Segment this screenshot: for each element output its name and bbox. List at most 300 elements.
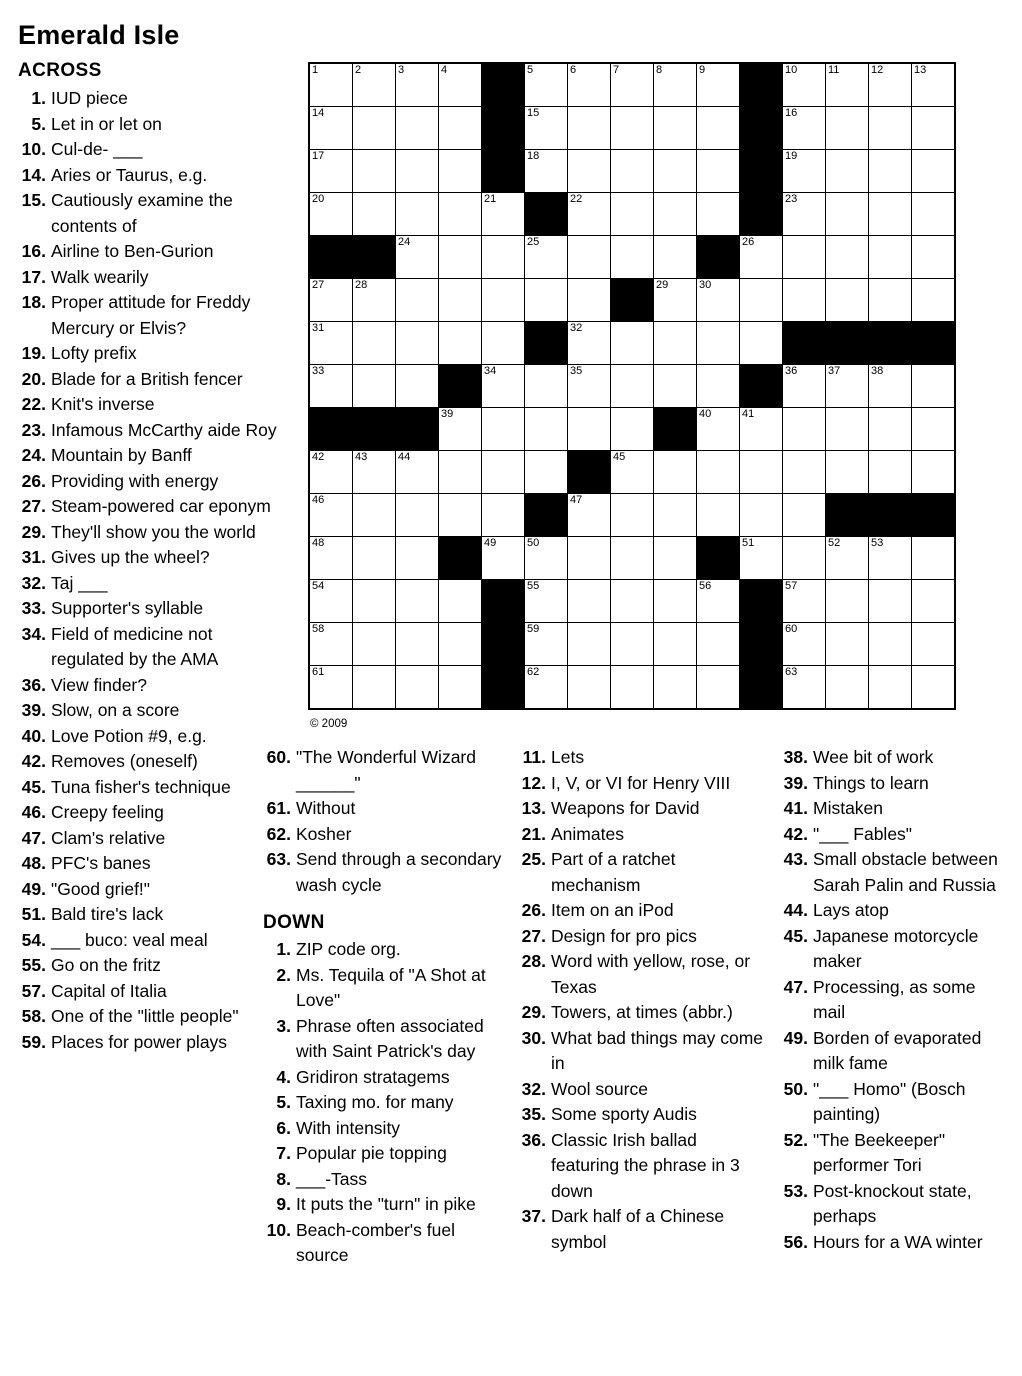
grid-cell[interactable] [611, 236, 654, 279]
grid-cell[interactable] [912, 107, 956, 150]
grid-block-cell [912, 322, 956, 365]
grid-cell[interactable] [309, 365, 353, 408]
grid-cell[interactable] [654, 193, 697, 236]
grid-cell[interactable] [869, 580, 912, 623]
clue-item [18, 367, 286, 393]
grid-cell[interactable] [525, 623, 568, 666]
clue-text: IUD piece [51, 88, 128, 108]
grid-cell[interactable] [654, 279, 697, 322]
grid-block-cell [482, 623, 525, 666]
grid-cell-number: 26 [742, 236, 755, 248]
clue-text: One of the "little people" [51, 1006, 239, 1026]
grid-cell[interactable] [783, 666, 826, 710]
grid-cell[interactable] [611, 537, 654, 580]
grid-cell[interactable] [568, 322, 611, 365]
grid-cell[interactable] [869, 537, 912, 580]
grid-cell[interactable] [439, 107, 482, 150]
grid-cell[interactable] [654, 236, 697, 279]
grid-cell[interactable] [611, 494, 654, 537]
grid-cell[interactable] [654, 150, 697, 193]
grid-cell[interactable] [826, 107, 869, 150]
grid-cell[interactable] [525, 408, 568, 451]
grid-cell[interactable] [568, 107, 611, 150]
grid-cell[interactable] [439, 279, 482, 322]
grid-cell[interactable] [783, 623, 826, 666]
grid-cell[interactable] [654, 322, 697, 365]
grid-cell[interactable] [396, 193, 439, 236]
grid-row [309, 365, 955, 408]
clue-item [18, 1030, 286, 1056]
clue-item [18, 163, 286, 189]
grid-cell-number: 51 [742, 537, 755, 549]
grid-block-cell [869, 322, 912, 365]
grid-cell[interactable] [611, 580, 654, 623]
clue-text: "The Wonderful Wizard ______" [296, 747, 476, 793]
grid-cell[interactable] [697, 193, 740, 236]
clue-number: 6. [276, 1117, 291, 1138]
clue-number: 36. [521, 1129, 546, 1150]
grid-cell[interactable] [439, 408, 482, 451]
grid-cell[interactable] [611, 408, 654, 451]
grid-cell[interactable] [309, 580, 353, 623]
grid-cell[interactable] [869, 365, 912, 408]
grid-cell[interactable] [439, 322, 482, 365]
grid-cell[interactable] [353, 63, 396, 107]
grid-cell[interactable] [826, 451, 869, 494]
clue-text: Gridiron stratagems [296, 1066, 450, 1087]
grid-cell[interactable] [568, 63, 611, 107]
grid-cell[interactable] [396, 537, 439, 580]
grid-cell[interactable] [654, 451, 697, 494]
grid-cell[interactable] [396, 623, 439, 666]
grid-cell[interactable] [568, 408, 611, 451]
grid-cell[interactable] [869, 150, 912, 193]
clue-item [18, 698, 286, 724]
grid-cell[interactable] [912, 150, 956, 193]
grid-cell[interactable] [568, 279, 611, 322]
grid-cell[interactable] [353, 537, 396, 580]
grid-cell-number: 33 [312, 365, 325, 377]
grid-cell[interactable] [869, 236, 912, 279]
clue-item [18, 979, 286, 1005]
grid-cell-number: 27 [312, 279, 325, 291]
grid-cell[interactable] [869, 279, 912, 322]
grid-cell[interactable] [912, 623, 956, 666]
grid-cell[interactable] [353, 322, 396, 365]
grid-cell[interactable] [783, 63, 826, 107]
grid-cell[interactable] [353, 666, 396, 710]
clue-text: Knit's inverse [51, 394, 155, 414]
grid-cell-number: 57 [785, 580, 798, 592]
grid-cell[interactable] [740, 537, 783, 580]
clue-item [780, 796, 1012, 822]
grid-cell[interactable] [396, 666, 439, 710]
grid-cell[interactable] [654, 494, 697, 537]
clue-number: 44. [783, 900, 808, 920]
grid-cell[interactable] [697, 322, 740, 365]
grid-cell[interactable] [697, 494, 740, 537]
grid-cell-number: 11 [828, 64, 840, 76]
grid-cell[interactable] [568, 236, 611, 279]
clue-number: 63. [266, 849, 291, 869]
clue-number: 14. [21, 164, 46, 185]
clue-number: 49. [783, 1027, 808, 1048]
grid-cell[interactable] [482, 279, 525, 322]
grid-cell[interactable] [309, 63, 353, 107]
grid-cell[interactable] [611, 451, 654, 494]
grid-cell-number: 1 [312, 64, 319, 76]
grid-cell[interactable] [869, 666, 912, 710]
grid-cell[interactable] [826, 666, 869, 710]
clue-text: Dark half of a Chinese symbol [551, 1206, 725, 1252]
grid-cell[interactable] [396, 150, 439, 193]
grid-cell[interactable] [697, 365, 740, 408]
grid-cell[interactable] [568, 623, 611, 666]
clue-text: Kosher [296, 823, 352, 844]
grid-cell[interactable] [568, 193, 611, 236]
grid-cell-number: 52 [828, 537, 841, 549]
grid-cell[interactable] [826, 279, 869, 322]
clue-number: 38. [783, 747, 808, 767]
clue-number: 26. [521, 900, 546, 920]
clue-item [518, 745, 768, 771]
clue-number: 29. [21, 521, 46, 542]
grid-cell-number: 47 [570, 494, 583, 506]
grid-cell[interactable] [396, 107, 439, 150]
clue-item [18, 188, 286, 239]
grid-cell[interactable] [654, 537, 697, 580]
grid-cell[interactable] [525, 236, 568, 279]
grid-cell[interactable] [439, 494, 482, 537]
grid-cell[interactable] [826, 63, 869, 107]
grid-cell[interactable] [353, 107, 396, 150]
grid-cell[interactable] [353, 623, 396, 666]
grid-cell[interactable] [525, 666, 568, 710]
grid-cell[interactable] [439, 150, 482, 193]
grid-cell[interactable] [568, 666, 611, 710]
clue-number: 5. [276, 1092, 291, 1112]
clue-item [518, 771, 768, 797]
grid-cell[interactable] [396, 580, 439, 623]
grid-cell[interactable] [439, 63, 482, 107]
grid-cell[interactable] [525, 451, 568, 494]
grid-cell[interactable] [654, 365, 697, 408]
grid-cell[interactable] [611, 150, 654, 193]
grid-block-cell [482, 63, 525, 107]
clue-number: 49. [21, 878, 46, 899]
grid-cell[interactable] [697, 408, 740, 451]
grid-cell[interactable] [697, 623, 740, 666]
grid-cell[interactable] [783, 236, 826, 279]
grid-cell[interactable] [826, 150, 869, 193]
grid-cell-number: 56 [699, 580, 712, 592]
grid-cell[interactable] [353, 150, 396, 193]
grid-cell[interactable] [568, 537, 611, 580]
grid-cell[interactable] [396, 322, 439, 365]
grid-cell[interactable] [697, 580, 740, 623]
clue-item [518, 1102, 768, 1128]
grid-cell[interactable] [568, 494, 611, 537]
clue-item [18, 877, 286, 903]
grid-cell[interactable] [912, 236, 956, 279]
grid-row [309, 408, 955, 451]
clue-item [263, 1065, 505, 1091]
clue-item [18, 239, 286, 265]
grid-cell[interactable] [869, 451, 912, 494]
clue-item [18, 928, 286, 954]
grid-cell[interactable] [826, 408, 869, 451]
grid-cell[interactable] [611, 623, 654, 666]
clue-item [780, 1179, 1012, 1230]
grid-cell[interactable] [439, 236, 482, 279]
grid-cell[interactable] [482, 322, 525, 365]
clue-item [18, 443, 286, 469]
grid-cell[interactable] [525, 365, 568, 408]
grid-cell[interactable] [697, 451, 740, 494]
clue-item [18, 520, 286, 546]
grid-cell[interactable] [611, 63, 654, 107]
grid-cell[interactable] [482, 193, 525, 236]
grid-cell[interactable] [826, 193, 869, 236]
clue-item [263, 822, 505, 848]
clue-text: Small obstacle between Sarah Palin and Russia [813, 849, 998, 895]
grid-cell-number: 21 [484, 193, 497, 205]
grid-cell[interactable] [740, 279, 783, 322]
grid-block-cell [869, 494, 912, 537]
grid-cell[interactable] [869, 63, 912, 107]
grid-cell[interactable] [353, 494, 396, 537]
grid-cell[interactable] [654, 580, 697, 623]
grid-block-cell [740, 63, 783, 107]
clue-item [18, 494, 286, 520]
grid-cell[interactable] [611, 193, 654, 236]
clue-item [518, 1000, 768, 1026]
crossword-grid[interactable] [308, 62, 956, 710]
clue-text: Bald tire's lack [51, 904, 164, 924]
grid-cell[interactable] [783, 580, 826, 623]
grid-cell[interactable] [482, 365, 525, 408]
clue-text: Post-knockout state, perhaps [813, 1180, 972, 1226]
grid-cell[interactable] [740, 451, 783, 494]
clue-item [18, 902, 286, 928]
clue-text: Capital of Italia [51, 980, 167, 1001]
grid-cell[interactable] [482, 451, 525, 494]
grid-cell[interactable] [869, 408, 912, 451]
clue-number: 17. [21, 266, 46, 287]
grid-cell-number: 45 [613, 451, 626, 463]
grid-cell[interactable] [783, 193, 826, 236]
grid-cell[interactable] [309, 107, 353, 150]
grid-cell[interactable] [869, 107, 912, 150]
clue-item [18, 137, 286, 163]
grid-block-cell [740, 623, 783, 666]
grid-cell[interactable] [525, 279, 568, 322]
grid-cell[interactable] [783, 494, 826, 537]
grid-cell[interactable] [482, 408, 525, 451]
grid-cell[interactable] [525, 107, 568, 150]
grid-cell[interactable] [439, 623, 482, 666]
grid-cell[interactable] [740, 408, 783, 451]
grid-cell[interactable] [912, 365, 956, 408]
grid-cell[interactable] [396, 451, 439, 494]
grid-cell[interactable] [309, 322, 353, 365]
grid-cell[interactable] [783, 537, 826, 580]
clue-text: What bad things may come in [551, 1027, 764, 1073]
grid-cell[interactable] [482, 494, 525, 537]
clue-item [780, 745, 1012, 771]
grid-cell[interactable] [912, 193, 956, 236]
grid-cell-number: 2 [355, 64, 362, 76]
grid-cell[interactable] [309, 494, 353, 537]
grid-cell[interactable] [912, 451, 956, 494]
grid-cell[interactable] [309, 150, 353, 193]
grid-cell[interactable] [783, 279, 826, 322]
grid-cell[interactable] [525, 580, 568, 623]
clue-number: 52. [783, 1129, 808, 1150]
grid-block-cell [482, 150, 525, 193]
down-clue-list-continued-two [780, 745, 1012, 1255]
grid-cell[interactable] [654, 63, 697, 107]
grid-cell[interactable] [912, 666, 956, 710]
grid-block-cell [309, 236, 353, 279]
grid-cell[interactable] [611, 666, 654, 710]
grid-cell[interactable] [697, 279, 740, 322]
grid-row [309, 322, 955, 365]
grid-cell[interactable] [740, 236, 783, 279]
clue-text: Lofty prefix [51, 343, 137, 363]
clue-text: "Good grief!" [51, 878, 151, 899]
grid-cell[interactable] [353, 279, 396, 322]
grid-cell[interactable] [309, 666, 353, 710]
grid-cell[interactable] [353, 451, 396, 494]
grid-block-cell [826, 322, 869, 365]
clue-item [518, 898, 768, 924]
grid-cell[interactable] [912, 537, 956, 580]
down-clue-list [263, 937, 505, 1269]
grid-cell[interactable] [783, 451, 826, 494]
grid-cell[interactable] [396, 494, 439, 537]
grid-cell[interactable] [654, 107, 697, 150]
grid-cell-number: 54 [312, 580, 325, 592]
grid-cell[interactable] [568, 580, 611, 623]
grid-cell[interactable] [783, 150, 826, 193]
grid-cell[interactable] [568, 150, 611, 193]
grid-cell[interactable] [396, 279, 439, 322]
grid-cell[interactable] [912, 408, 956, 451]
grid-cell[interactable] [482, 537, 525, 580]
clue-text: Gives up the wheel? [51, 547, 210, 567]
clue-text: ___-Tass [296, 1168, 368, 1189]
clue-item [263, 745, 505, 796]
grid-cell[interactable] [697, 666, 740, 710]
clue-text: Airline to Ben-Gurion [51, 241, 214, 261]
grid-cell[interactable] [912, 279, 956, 322]
grid-cell[interactable] [396, 63, 439, 107]
grid-cell-number: 42 [312, 451, 325, 463]
grid-cell[interactable] [654, 666, 697, 710]
grid-cell[interactable] [439, 666, 482, 710]
grid-block-cell [525, 322, 568, 365]
grid-cell-number: 34 [484, 365, 497, 377]
grid-cell[interactable] [309, 451, 353, 494]
clue-item [780, 1026, 1012, 1077]
grid-cell[interactable] [353, 193, 396, 236]
grid-row [309, 494, 955, 537]
grid-cell[interactable] [912, 580, 956, 623]
grid-cell[interactable] [826, 623, 869, 666]
grid-block-cell [525, 193, 568, 236]
grid-block-cell [783, 322, 826, 365]
clue-item [18, 749, 286, 775]
grid-cell[interactable] [869, 623, 912, 666]
grid-cell-number: 5 [527, 64, 534, 76]
clue-text: Cautiously examine the contents of [51, 190, 233, 236]
clue-item [263, 1218, 505, 1269]
grid-cell[interactable] [912, 63, 956, 107]
grid-cell[interactable] [783, 408, 826, 451]
grid-cell[interactable] [525, 150, 568, 193]
grid-cell[interactable] [654, 623, 697, 666]
grid-cell-number: 63 [785, 666, 798, 678]
grid-cell[interactable] [568, 365, 611, 408]
clue-number: 45. [21, 776, 46, 797]
grid-cell[interactable] [309, 279, 353, 322]
grid-cell[interactable] [309, 193, 353, 236]
grid-cell[interactable] [826, 365, 869, 408]
grid-cell[interactable] [482, 236, 525, 279]
grid-cell[interactable] [396, 365, 439, 408]
grid-cell[interactable] [611, 107, 654, 150]
clue-item [18, 392, 286, 418]
grid-cell[interactable] [611, 322, 654, 365]
grid-cell[interactable] [740, 494, 783, 537]
grid-cell[interactable] [783, 365, 826, 408]
crossword-grid-table[interactable] [308, 62, 956, 710]
clue-text: With intensity [296, 1117, 401, 1138]
grid-cell[interactable] [697, 150, 740, 193]
grid-cell[interactable] [740, 322, 783, 365]
clue-number: 2. [276, 964, 291, 985]
grid-block-cell [482, 666, 525, 710]
grid-cell[interactable] [869, 193, 912, 236]
grid-cell[interactable] [783, 107, 826, 150]
grid-cell[interactable] [439, 580, 482, 623]
clue-number: 3. [276, 1015, 291, 1036]
clue-text: PFC's banes [51, 853, 151, 873]
grid-cell[interactable] [611, 365, 654, 408]
clue-item [780, 1128, 1012, 1179]
grid-cell[interactable] [309, 623, 353, 666]
grid-cell[interactable] [826, 580, 869, 623]
grid-cell[interactable] [439, 451, 482, 494]
grid-cell[interactable] [525, 537, 568, 580]
grid-cell[interactable] [525, 63, 568, 107]
grid-cell[interactable] [826, 537, 869, 580]
grid-cell[interactable] [353, 580, 396, 623]
grid-cell[interactable] [697, 63, 740, 107]
grid-cell[interactable] [353, 365, 396, 408]
clue-text: "___ Homo" (Bosch painting) [813, 1078, 966, 1124]
clue-text: Taj ___ [51, 572, 108, 593]
grid-cell[interactable] [697, 107, 740, 150]
grid-cell[interactable] [826, 236, 869, 279]
grid-cell[interactable] [439, 193, 482, 236]
grid-row [309, 537, 955, 580]
grid-cell[interactable] [396, 236, 439, 279]
grid-block-cell [353, 408, 396, 451]
grid-cell[interactable] [309, 537, 353, 580]
clue-item [18, 622, 286, 673]
